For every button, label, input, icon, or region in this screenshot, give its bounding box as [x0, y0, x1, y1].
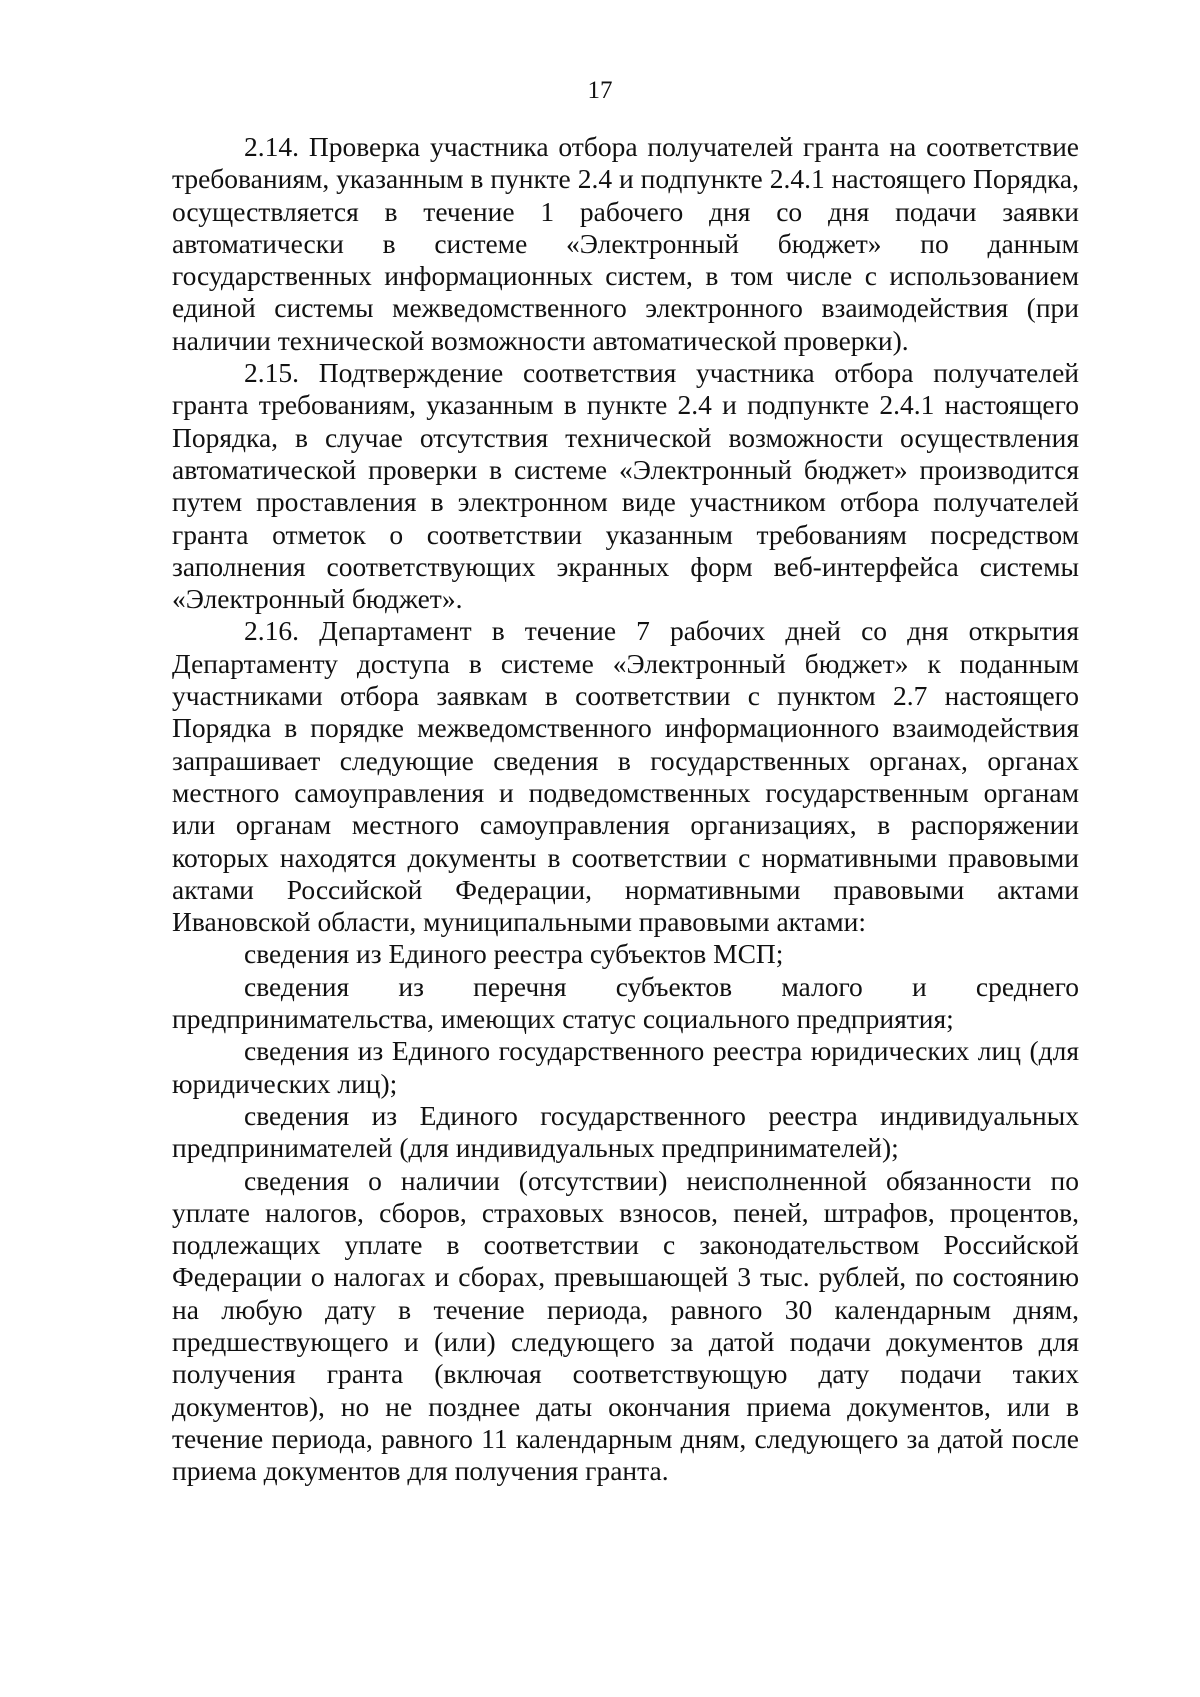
- paragraph-2-16: 2.16. Департамент в течение 7 рабочих дней со дня открытия Департаменту доступа в системе «Электронный бюджет» к поданным участниками отбора заявкам в соответствии с пунктом 2.7 настоящего Порядка в порядке межведомственного информационного взаимодействия запрашивает следующие сведения в государственных органах, органах местного самоуправления и подведомственных государственным органам или органам местного самоуправления организациях, в распоряжении которых находятся документы в соответствии с нормативными правовыми актами Российской Федерации, нормативными правовыми актами Ивановской области, муниципальными правовыми актами:: [172, 615, 1079, 938]
- list-item-entrepreneurs-registry: сведения из Единого государственного реестра индивидуальных предпринимателей (для индивидуальных предпринимателей);: [172, 1099, 1079, 1164]
- document-body: [172, 131, 1079, 1487]
- list-item-msp-registry: сведения из Единого реестра субъектов МСП;: [244, 938, 784, 970]
- list-item-tax-debt: сведения о наличии (отсутствии) неисполненной обязанности по уплате налогов, сборов, страховых взносов, пеней, штрафов, процентов, подлежащих уплате в соответствии с законодательством Российской Федерации о налогах и сборах, превышающей 3 тыс. рублей, по состоянию на любую дату в течение периода, равного 30 календарным дням, предшествующего и (или) следующего за датой подачи документов для получения гранта (включая соответствующую дату подачи таких документов), но не позднее даты окончания приема документов, или в течение периода, равного 11 календарным дням, следующего за датой после приема документов для получения гранта.: [172, 1164, 1079, 1487]
- list-item-legal-entities-registry: сведения из Единого государственного реестра юридических лиц (для юридических лиц);: [172, 1035, 1079, 1099]
- page-number: 17: [587, 77, 613, 104]
- paragraph-2-14: 2.14. Проверка участника отбора получателей гранта на соответствие требованиям, указанным в пункте 2.4 и подпункте 2.4.1 настоящего Порядка, осуществляется в течение 1 рабочего дня со дня подачи заявки автоматически в системе «Электронный бюджет» по данным государственных информационных систем, в том числе с использованием единой системы межведомственного электронного взаимодействия (при наличии технической возможности автоматической проверки).: [172, 131, 1079, 356]
- list-item-social-enterprise: сведения из перечня субъектов малого и среднего предпринимательства, имеющих статус социального предприятия;: [172, 970, 1079, 1035]
- paragraph-2-15: 2.15. Подтверждение соответствия участника отбора получателей гранта требованиям, указанным в пункте 2.4 и подпункте 2.4.1 настоящего Порядка, в случае отсутствия технической возможности осуществления автоматической проверки в системе «Электронный бюджет» производится путем проставления в электронном виде участником отбора получателей гранта отметок о соответствии указанным требованиям посредством заполнения соответствующих экранных форм веб-интерфейса системы «Электронный бюджет».: [172, 357, 1079, 615]
